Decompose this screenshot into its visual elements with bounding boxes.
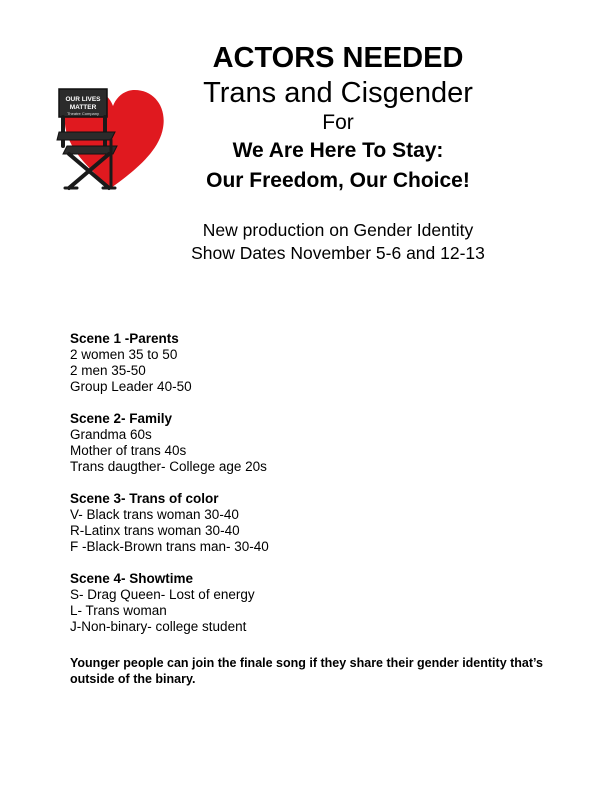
role-item: Group Leader 40-50 xyxy=(70,379,192,394)
scene-title: Scene 4- Showtime xyxy=(70,571,194,586)
casting-list xyxy=(70,331,530,651)
scene-title: Scene 1 -Parents xyxy=(70,331,179,346)
role-item: S- Drag Queen- Lost of energy xyxy=(70,587,255,602)
scene-block xyxy=(70,571,530,635)
heart-chair-icon xyxy=(55,84,167,192)
show-title-line1: We Are Here To Stay: xyxy=(232,139,444,162)
production-description: New production on Gender Identity xyxy=(202,220,474,240)
role-item: F -Black-Brown trans man- 30-40 xyxy=(70,539,269,554)
theatre-logo xyxy=(55,84,167,192)
logo-text-line2: MATTER xyxy=(69,104,97,111)
production-info xyxy=(150,219,526,265)
role-item: 2 women 35 to 50 xyxy=(70,347,178,362)
page-title: ACTORS NEEDED xyxy=(212,42,464,74)
logo-text-line3: Theatre Company xyxy=(66,111,100,116)
show-dates: Show Dates November 5-6 and 12-13 xyxy=(191,243,485,263)
for-text: For xyxy=(322,111,354,134)
flyer-header xyxy=(170,40,506,196)
show-title-line2: Our Freedom, Our Choice! xyxy=(206,169,470,192)
page-subtitle: Trans and Cisgender xyxy=(203,77,473,109)
scene-block xyxy=(70,491,530,555)
role-item: Mother of trans 40s xyxy=(70,443,187,458)
role-item: R-Latinx trans woman 30-40 xyxy=(70,523,240,538)
scene-title: Scene 3- Trans of color xyxy=(70,491,219,506)
scene-block xyxy=(70,411,530,475)
scene-title: Scene 2- Family xyxy=(70,411,173,426)
role-item: L- Trans woman xyxy=(70,603,167,618)
finale-note: Younger people can join the finale song if they share their gender identity that’s outside of the binary. xyxy=(70,656,543,686)
role-item: Grandma 60s xyxy=(70,427,152,442)
role-item: J-Non-binary- college student xyxy=(70,619,247,634)
scene-block xyxy=(70,331,530,395)
role-item: 2 men 35-50 xyxy=(70,363,146,378)
role-item: Trans daugther- College age 20s xyxy=(70,459,267,474)
role-item: V- Black trans woman 30-40 xyxy=(70,507,239,522)
logo-text-line1: OUR LIVES xyxy=(65,96,101,103)
